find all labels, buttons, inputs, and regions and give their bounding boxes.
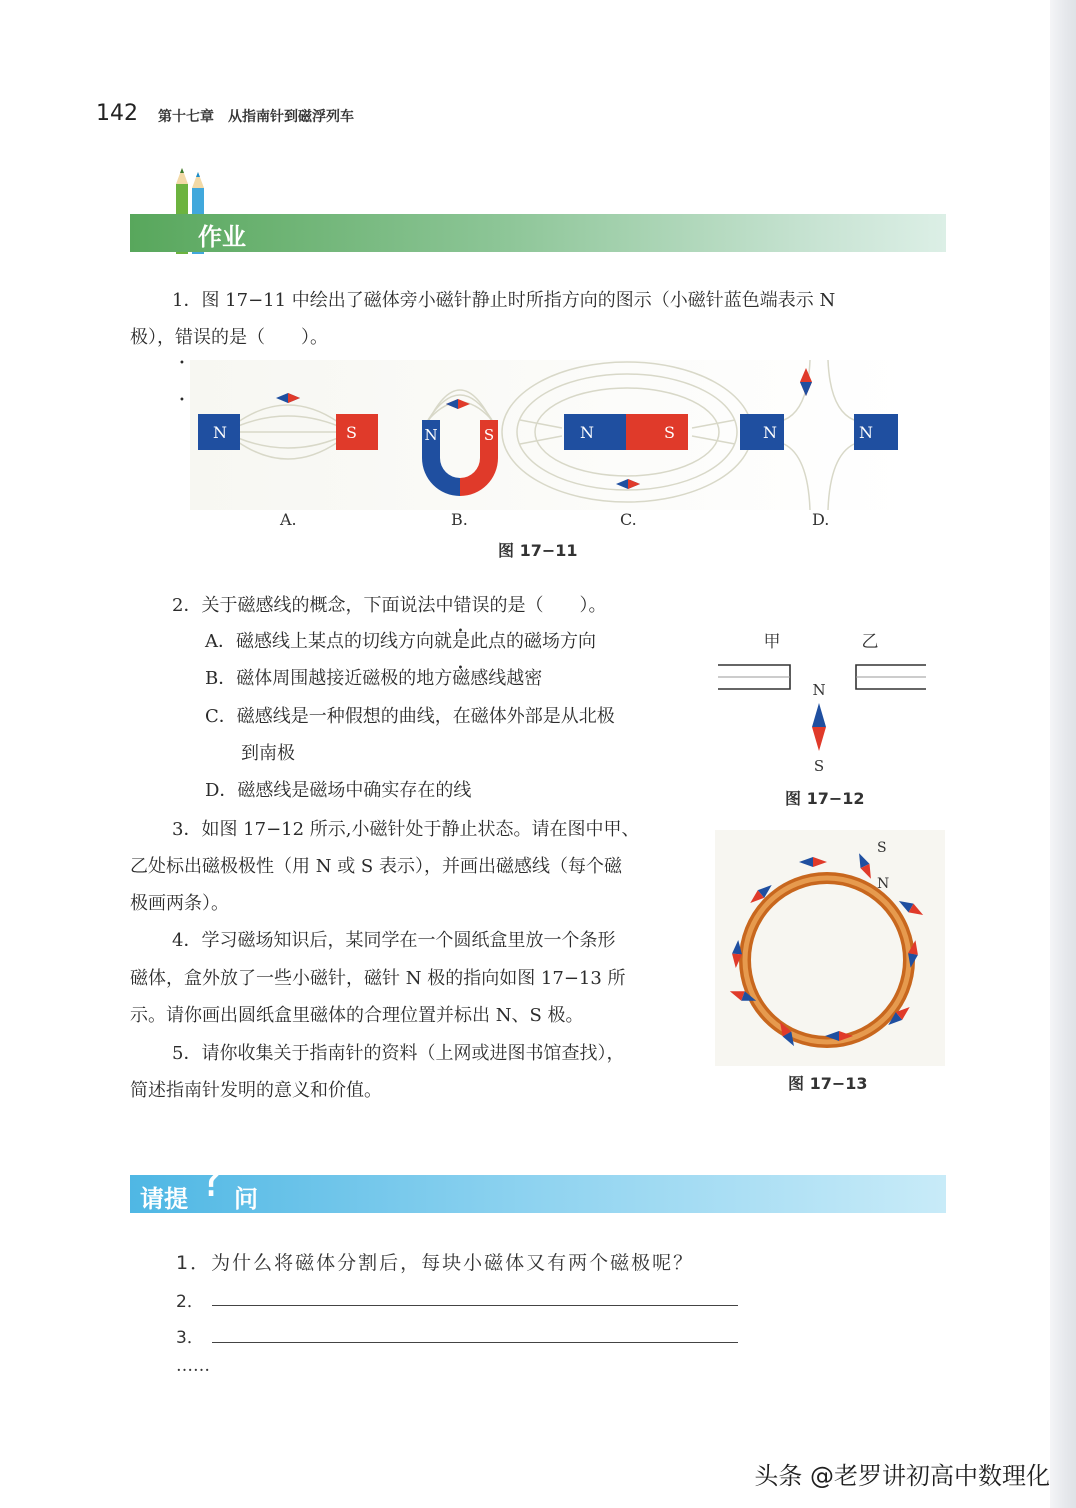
ask-item-3: 3． [176, 1328, 204, 1348]
figure-17-12 [712, 625, 942, 775]
q3-line3: 极画两条）。 [130, 893, 229, 914]
watermark: 头条 @老罗讲初高中数理化 [754, 1462, 1050, 1490]
chapter-title: 第十七章 从指南针到磁浮列车 [158, 109, 354, 125]
q2-option-b: B．磁体周围越接近磁极的地方磁感线越密 [205, 668, 543, 689]
svg-text:甲: 甲 [763, 632, 781, 652]
q2-stem [172, 587, 606, 624]
fig-17-13-caption: 图 17−13 [788, 1074, 868, 1093]
homework-title: 作业 [198, 223, 246, 251]
q1-line2 [130, 319, 930, 356]
q3-line2: 乙处标出磁极极性（用 N 或 S 表示），并画出磁感线（每个磁 [130, 856, 622, 877]
fig-17-12-caption: 图 17−12 [785, 789, 865, 808]
svg-text:N: N [424, 426, 438, 444]
svg-text:乙: 乙 [861, 632, 879, 652]
svg-text:S: S [346, 423, 357, 442]
q2-emphasis: 错误 • • [453, 595, 489, 616]
svg-text:S: S [813, 757, 825, 775]
fig-17-11-caption: 图 17−11 [498, 541, 578, 560]
ask-ellipsis: …… [176, 1356, 210, 1376]
svg-text:S: S [664, 423, 675, 442]
q2-option-c-cont: 到南极 [241, 743, 295, 764]
homework-banner [130, 214, 946, 252]
page-edge-shadow [1050, 0, 1076, 1508]
ask-title-a: 请提 [140, 1185, 188, 1213]
svg-text:N: N [812, 681, 826, 699]
svg-text:N: N [213, 423, 227, 442]
figure-17-13 [715, 830, 945, 1066]
q4-line1: 4．学习磁场知识后，某同学在一个圆纸盒里放一个条形 [172, 930, 616, 951]
ask-blank-line-3 [212, 1342, 738, 1343]
fig-17-11-label-a: A. [280, 510, 297, 529]
q1-text-b: 的是（ ）。 [211, 327, 328, 348]
q1-line1: 1．图 17−11 中绘出了磁体旁小磁针静止时所指方向的图示（小磁针蓝色端表示 N [172, 290, 836, 311]
q5-line1: 5．请你收集关于指南针的资料（上网或进图书馆查找）， [172, 1043, 625, 1064]
q4-line3: 示。请你画出圆纸盒里磁体的合理位置并标出 N、S 极。 [130, 1005, 584, 1026]
q5-line2: 简述指南针发明的意义和价值。 [130, 1080, 382, 1101]
svg-text:N: N [763, 423, 777, 442]
question-mark-icon: ? [200, 1153, 225, 1207]
ask-item-2: 2． [176, 1292, 204, 1312]
figure-17-11 [190, 360, 910, 510]
svg-text:S: S [877, 840, 887, 856]
q2-option-d: D．磁感线是磁场中确实存在的线 [205, 780, 472, 801]
fig-17-11-label-d: D. [812, 510, 830, 529]
fig-17-11-label-c: C. [620, 510, 637, 529]
q2-text-b: 的是（ ）。 [489, 595, 607, 616]
q2-option-a: A．磁感线上某点的切线方向就是此点的磁场方向 [205, 631, 596, 652]
q1-emphasis: 错误 • • [175, 327, 211, 348]
svg-text:S: S [483, 426, 495, 444]
q3-line1: 3．如图 17−12 所示,小磁针处于静止状态。请在图中甲、 [172, 819, 640, 840]
q2-option-c: C．磁感线是一种假想的曲线，在磁体外部是从北极 [205, 706, 615, 727]
svg-text:N: N [859, 423, 873, 442]
svg-text:N: N [580, 423, 594, 442]
ask-item-1: 1．为什么将磁体分割后，每块小磁体又有两个磁极呢？ [176, 1252, 695, 1274]
q2-text-a: 2．关于磁感线的概念，下面说法中 [172, 595, 454, 616]
fig-17-11-label-b: B. [451, 510, 468, 529]
page-number: 142 [96, 101, 138, 126]
ask-banner [130, 1153, 946, 1213]
q4-line2: 磁体，盒外放了一些小磁针，磁针 N 极的指向如图 17−13 所 [130, 968, 626, 989]
q1-text-a: 极）， [130, 327, 175, 348]
svg-text:N: N [877, 876, 890, 892]
ask-blank-line-2 [212, 1305, 738, 1306]
ask-title-b: 问 [234, 1185, 258, 1213]
